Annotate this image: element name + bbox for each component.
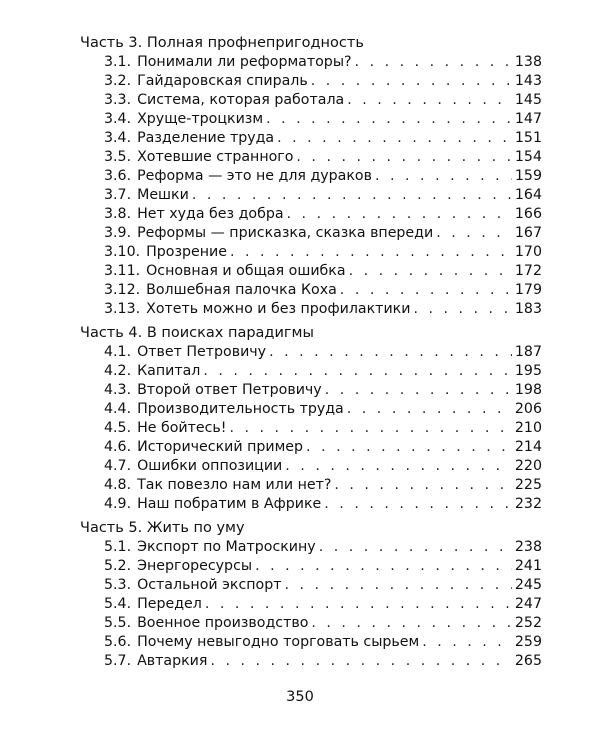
chapter-number: 4.4. <box>104 401 132 417</box>
chapter-page-number: 187 <box>514 344 542 360</box>
chapter-number: 3.2. <box>104 73 132 89</box>
toc-entry <box>80 457 542 476</box>
dot-leader <box>349 262 512 281</box>
toc-entry <box>80 614 542 633</box>
dot-leader <box>347 91 512 110</box>
chapter-title: Наш побратим в Африке <box>137 496 322 512</box>
chapter-number: 3.11. <box>104 263 141 279</box>
chapter-title: Реформа — это не для дураков <box>137 168 372 184</box>
dot-leader <box>230 243 512 262</box>
chapter-number: 5.2. <box>104 558 132 574</box>
dot-leader <box>255 557 512 576</box>
chapter-title: Реформы — присказка, сказка впереди <box>137 225 434 241</box>
chapter-title: Основная и общая ошибка <box>146 263 346 279</box>
chapter-title: Нет худа без добра <box>137 206 284 222</box>
chapter-page-number: 145 <box>514 92 542 108</box>
chapter-title: Ответ Петровичу <box>137 344 267 360</box>
chapter-title: Автаркия <box>137 653 208 669</box>
chapter-number: 5.6. <box>104 634 132 650</box>
dot-leader <box>324 495 512 514</box>
chapter-page-number: 238 <box>514 539 542 555</box>
chapter-number: 5.4. <box>104 596 132 612</box>
toc-entry <box>80 557 542 576</box>
toc-entry <box>80 281 542 300</box>
toc-entry <box>80 633 542 652</box>
toc-entry <box>80 576 542 595</box>
toc-entry <box>80 381 542 400</box>
chapter-number: 4.6. <box>104 439 132 455</box>
toc-entry <box>80 91 542 110</box>
chapter-page-number: 179 <box>514 282 542 298</box>
chapter-page-number: 166 <box>514 206 542 222</box>
chapter-title: Остальной экспорт <box>137 577 282 593</box>
chapter-page-number: 214 <box>514 439 542 455</box>
toc-entry <box>80 129 542 148</box>
toc-entry <box>80 538 542 557</box>
chapter-title: Так повезло нам или нет? <box>137 477 332 493</box>
chapter-title: Производительность труда <box>137 401 344 417</box>
chapter-number: 5.7. <box>104 653 132 669</box>
toc-entry <box>80 243 542 262</box>
dot-leader <box>375 167 512 186</box>
chapter-page-number: 259 <box>514 634 542 650</box>
dot-leader <box>285 576 512 595</box>
chapter-page-number: 170 <box>514 244 542 260</box>
chapter-page-number: 147 <box>514 111 542 127</box>
chapter-number: 3.3. <box>104 92 132 108</box>
dot-leader <box>347 400 512 419</box>
toc-entry <box>80 343 542 362</box>
chapter-title: Экспорт по Матроскину <box>137 539 316 555</box>
chapter-number: 3.4. <box>104 130 132 146</box>
chapter-number: 5.5. <box>104 615 132 631</box>
dot-leader <box>210 652 511 671</box>
dot-leader <box>296 148 512 167</box>
dot-leader <box>306 438 512 457</box>
chapter-page-number: 241 <box>514 558 542 574</box>
chapter-number: 4.1. <box>104 344 132 360</box>
dot-leader <box>436 224 512 243</box>
toc-entry <box>80 300 542 319</box>
chapter-page-number: 164 <box>514 187 542 203</box>
chapter-page-number: 143 <box>514 73 542 89</box>
chapter-title: Энергоресурсы <box>137 558 253 574</box>
chapter-page-number: 210 <box>514 420 542 436</box>
chapter-page-number: 167 <box>514 225 542 241</box>
dot-leader <box>266 110 512 129</box>
dot-leader <box>325 381 512 400</box>
toc-entry <box>80 205 542 224</box>
chapter-page-number: 198 <box>514 382 542 398</box>
chapter-title: Военное производство <box>137 615 309 631</box>
chapter-page-number: 195 <box>514 363 542 379</box>
chapter-title: Хруще-троцкизм <box>137 111 264 127</box>
chapter-number: 4.5. <box>104 420 132 436</box>
toc-entry <box>80 652 542 671</box>
chapter-title: Капитал <box>137 363 201 379</box>
toc-entry <box>80 595 542 614</box>
toc-entry <box>80 72 542 91</box>
page-number: 350 <box>286 689 314 705</box>
toc-entry <box>80 400 542 419</box>
chapter-page-number: 154 <box>514 149 542 165</box>
chapter-number: 5.3. <box>104 577 132 593</box>
chapter-page-number: 206 <box>514 401 542 417</box>
dot-leader <box>319 538 512 557</box>
chapter-page-number: 252 <box>514 615 542 631</box>
dot-leader <box>229 419 511 438</box>
chapter-number: 3.4. <box>104 111 132 127</box>
chapter-title: Разделение труда <box>137 130 275 146</box>
chapter-page-number: 245 <box>514 577 542 593</box>
chapter-number: 3.9. <box>104 225 132 241</box>
chapter-number: 3.7. <box>104 187 132 203</box>
table-of-contents <box>80 34 542 676</box>
toc-section <box>80 34 542 319</box>
dot-leader <box>285 457 512 476</box>
chapter-number: 3.12. <box>104 282 141 298</box>
toc-entry <box>80 476 542 495</box>
chapter-number: 4.8. <box>104 477 132 493</box>
toc-entry <box>80 186 542 205</box>
chapter-number: 4.3. <box>104 382 132 398</box>
dot-leader <box>340 281 512 300</box>
chapter-title: Гайдаровская спираль <box>137 73 308 89</box>
chapter-title: Понимали ли реформаторы? <box>137 54 352 70</box>
chapter-title: Передел <box>137 596 202 612</box>
chapter-page-number: 183 <box>514 301 542 317</box>
chapter-number: 3.1. <box>104 54 132 70</box>
toc-section <box>80 519 542 671</box>
part-heading: Часть 5. Жить по уму <box>80 520 245 536</box>
chapter-number: 5.1. <box>104 539 132 555</box>
chapter-number: 4.7. <box>104 458 132 474</box>
chapter-title: Не бойтесь! <box>137 420 227 436</box>
chapter-title: Система, которая работала <box>137 92 345 108</box>
dot-leader <box>413 300 511 319</box>
toc-entry <box>80 148 542 167</box>
toc-entry <box>80 53 542 72</box>
chapter-number: 4.9. <box>104 496 132 512</box>
chapter-title: Почему невыгодно торговать сырьем <box>137 634 420 650</box>
chapter-title: Мешки <box>137 187 189 203</box>
dot-leader <box>311 614 512 633</box>
toc-entry <box>80 224 542 243</box>
chapter-title: Хотеть можно и без профилактики <box>146 301 411 317</box>
dot-leader <box>269 343 512 362</box>
dot-leader <box>287 205 512 224</box>
chapter-page-number: 138 <box>514 54 542 70</box>
dot-leader <box>205 595 512 614</box>
dot-leader <box>203 362 512 381</box>
chapter-number: 3.8. <box>104 206 132 222</box>
toc-entry <box>80 262 542 281</box>
dot-leader <box>355 53 512 72</box>
chapter-page-number: 220 <box>514 458 542 474</box>
chapter-number: 3.5. <box>104 149 132 165</box>
toc-entry <box>80 110 542 129</box>
chapter-page-number: 159 <box>514 168 542 184</box>
chapter-number: 4.2. <box>104 363 132 379</box>
chapter-page-number: 232 <box>514 496 542 512</box>
chapter-number: 3.6. <box>104 168 132 184</box>
part-heading: Часть 3. Полная профнепригодность <box>80 35 364 51</box>
chapter-page-number: 247 <box>514 596 542 612</box>
toc-entry <box>80 438 542 457</box>
chapter-title: Ошибки оппозиции <box>137 458 283 474</box>
chapter-title: Второй ответ Петровичу <box>137 382 322 398</box>
chapter-page-number: 172 <box>514 263 542 279</box>
chapter-title: Прозрение <box>146 244 227 260</box>
toc-section <box>80 324 542 514</box>
dot-leader <box>192 186 512 205</box>
part-heading: Часть 4. В поисках парадигмы <box>80 325 314 341</box>
chapter-number: 3.13. <box>104 301 141 317</box>
chapter-title: Хотевшие странного <box>137 149 294 165</box>
toc-entry <box>80 495 542 514</box>
chapter-page-number: 265 <box>514 653 542 669</box>
dot-leader <box>311 72 512 91</box>
chapter-page-number: 225 <box>514 477 542 493</box>
chapter-number: 3.10. <box>104 244 141 260</box>
chapter-page-number: 151 <box>514 130 542 146</box>
dot-leader <box>334 476 512 495</box>
chapter-title: Волшебная палочка Коха <box>146 282 337 298</box>
toc-entry <box>80 362 542 381</box>
dot-leader <box>422 633 512 652</box>
dot-leader <box>277 129 512 148</box>
toc-entry <box>80 419 542 438</box>
toc-entry <box>80 167 542 186</box>
chapter-title: Исторический пример <box>137 439 304 455</box>
